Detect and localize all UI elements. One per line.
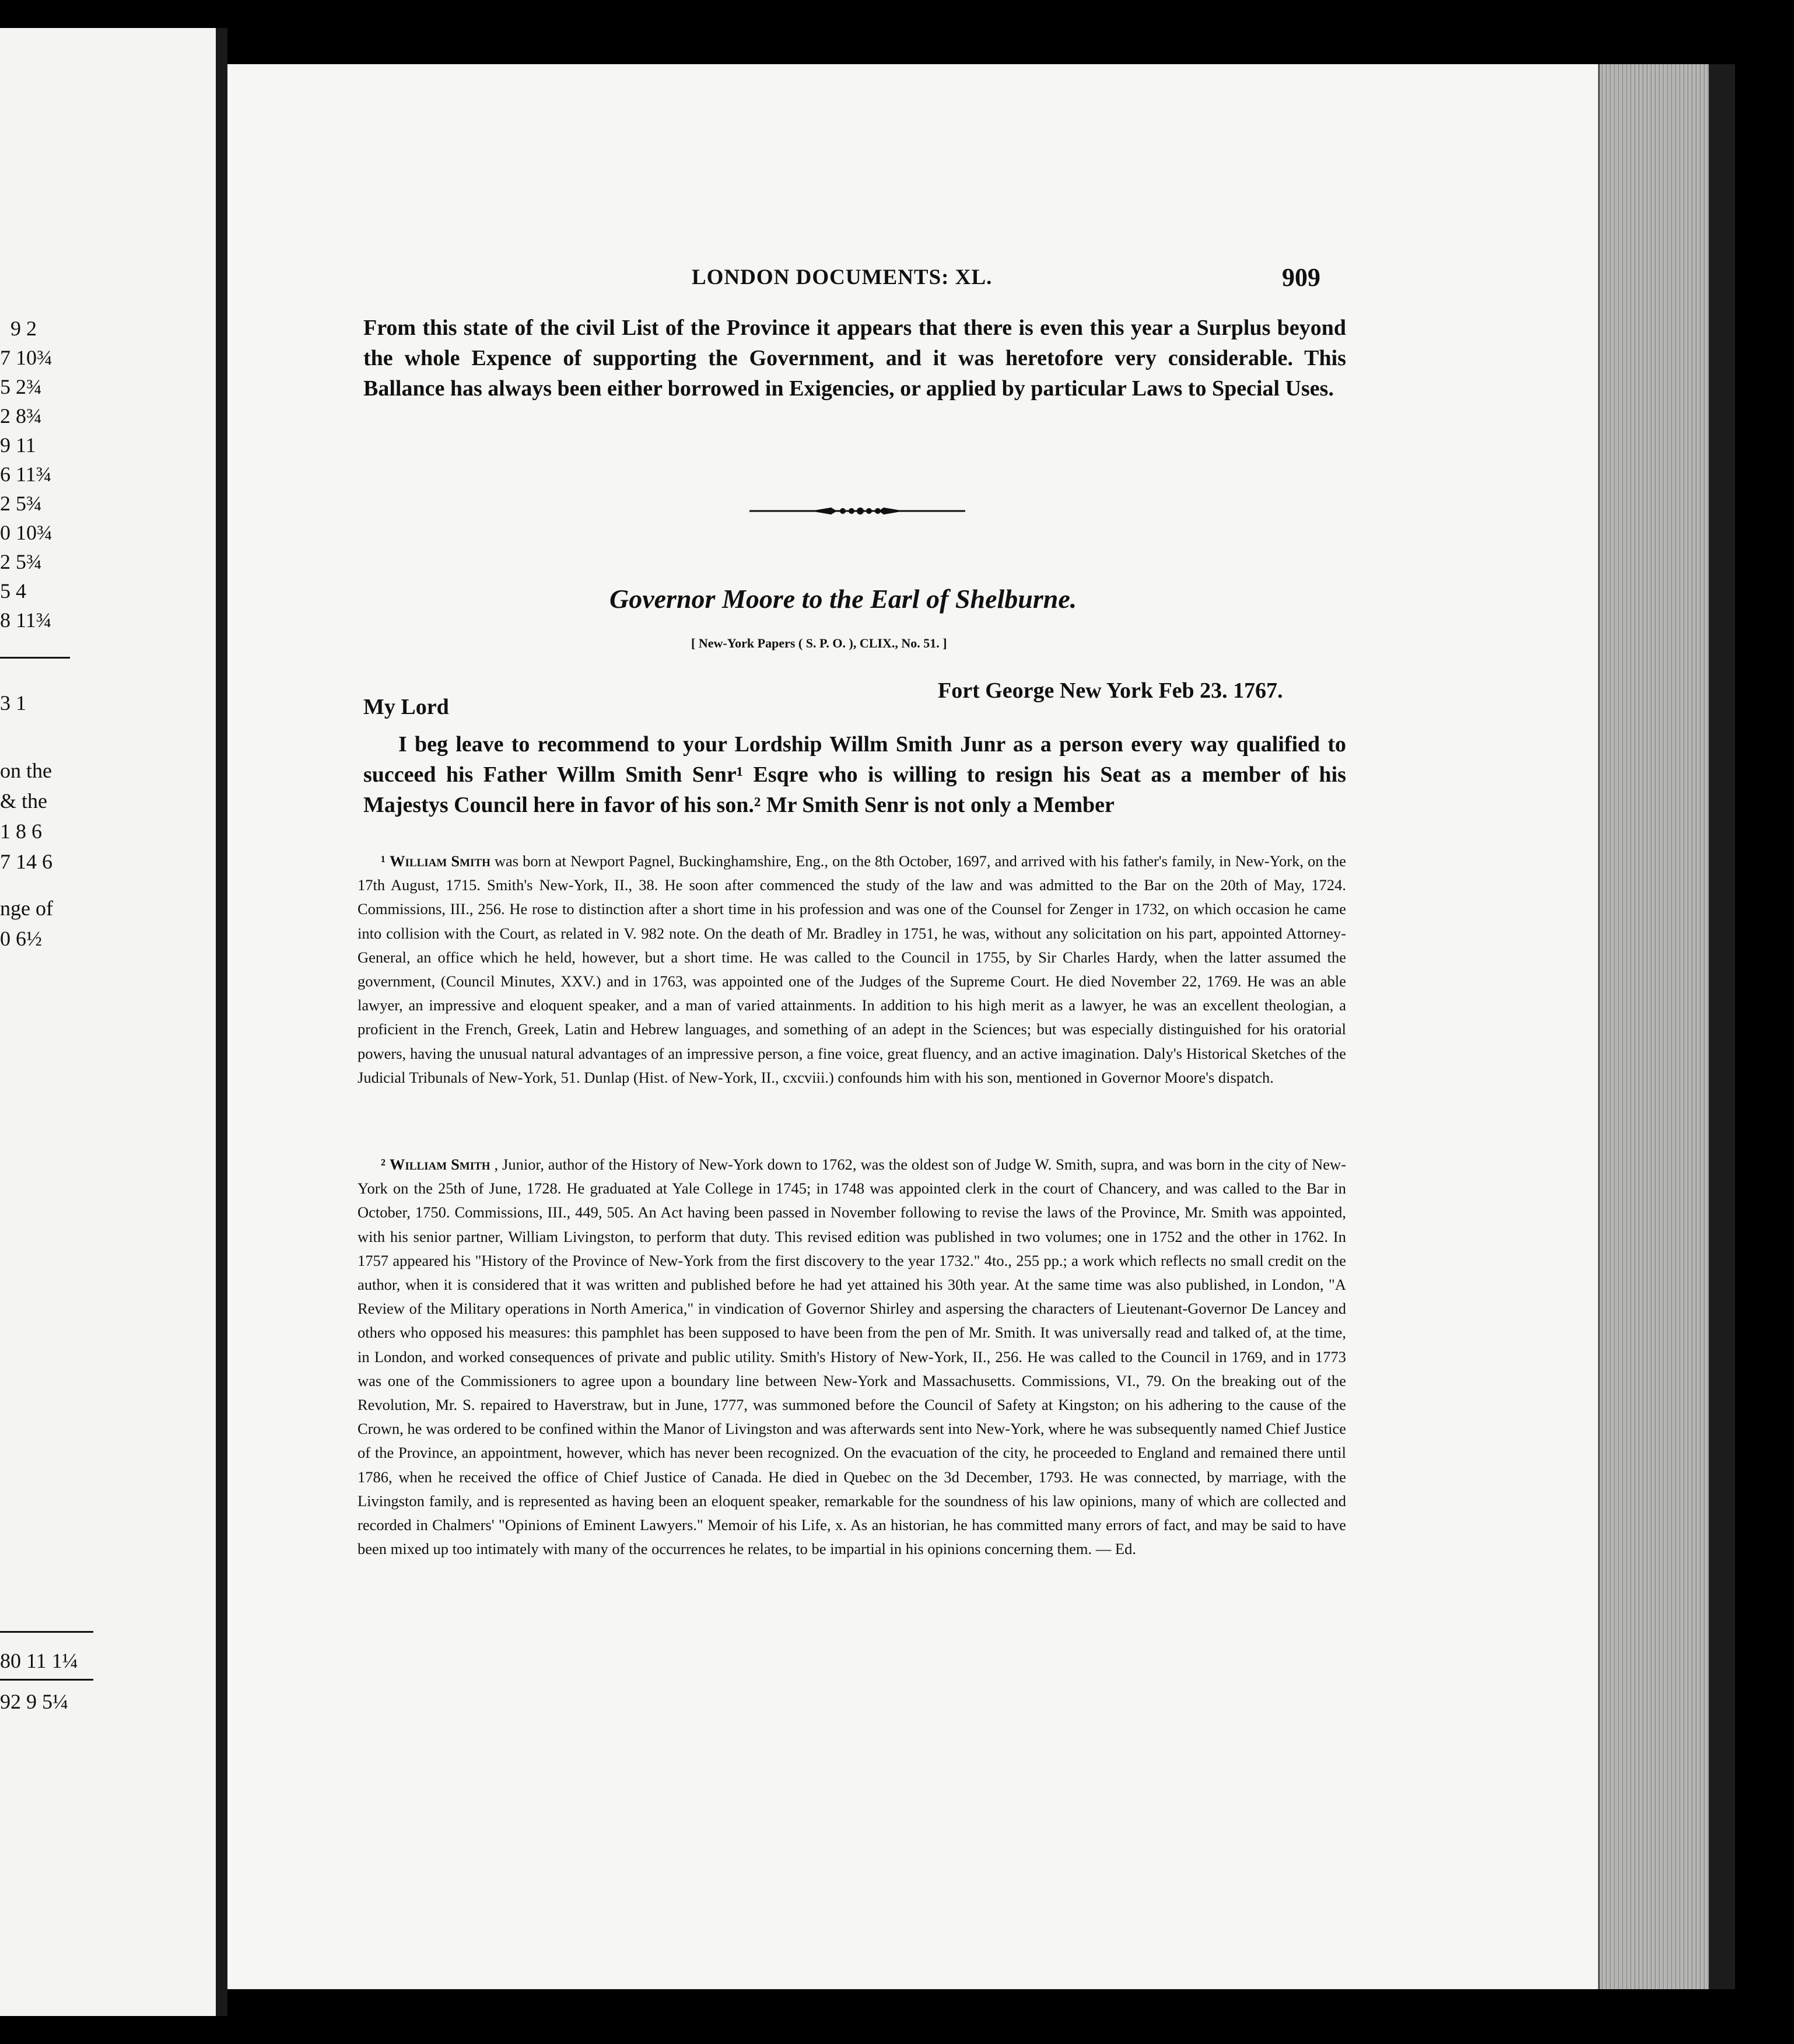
left-page-line: 2 8¾ (0, 404, 42, 428)
letter-place-date: Fort George New York Feb 23. 1767. (938, 678, 1283, 703)
section-divider-ornament (749, 504, 965, 518)
left-page-total-rule (0, 657, 70, 659)
footnote-2 (358, 1153, 1346, 1561)
footnote-1-name: William Smith (390, 852, 490, 870)
left-page-line: 9 2 (10, 317, 37, 340)
left-page-line: 3 1 (0, 691, 26, 715)
footnote-1-mark: ¹ (381, 852, 386, 870)
left-page-line: 5 4 (0, 579, 26, 603)
running-title: LONDON DOCUMENTS: XL. (692, 265, 993, 289)
letter-title: Governor Moore to the Earl of Shelburne. (609, 584, 1077, 614)
book-cover-edge (1709, 64, 1735, 1989)
left-page-sum-rule (0, 1631, 93, 1633)
footnote-2-text: , Junior, author of the History of New-York down to 1762, was the oldest son of Judge W. Smith, supra, and was born in the city of New-York on the 25th of June, 1728. He graduated at Yale College in 1745; in 1748 was appointed clerk in the court of Chancery, and was called to the Bar in October, 1750. Commissions, III., 449, 505. An Act having been passed in November following to revise the laws of the Province, Mr. Smith was appointed, with his senior partner, William Livingston, to perform that duty. This revised edition was published in two volumes; one in 1752 and the other in 1762. In 1757 appeared his "History of the Province of New-York from the first discovery to the year 1732." 4to., 255 pp.; a work which reflects no small credit on the author, when it is considered that it was written and published before he had yet attained his 30th year. At the same time was also published, in London, "A Review of the Military operations in North America," in vindication of Governor Shirley and aspersing the characters of Lieutenant-Governor De Lancey and others who opposed his measures: this pamphlet has been supposed to have been from the pen of Mr. Smith. It was universally read and talked of, at the time, in London, and worked consequences of private and public utility. Smith's History of New-York, II., 256. He was called to the Council in 1769, and in 1773 was one of the Commissioners to agree upon a boundary line between New-York and Massachusetts. Commissions, VI., 79. On the breaking out of the Revolution, Mr. S. repaired to Haverstraw, but in June, 1777, was summoned before the Council of Safety at Kingston; on his adhering to the cause of the Crown, he was ordered to be confined within the Manor of Livingston and was afterwards sent into New-York, where he was subsequently named Chief Justice of the Province, an appointment, however, which has never been recognized. On the evacuation of the city, he proceeded to England and remained there until 1786, when he received the office of Chief Justice of Canada. He died in Quebec on the 3d December, 1793. He was connected, by marriage, with the Livingston family, and is represented as having been an eloquent speaker, remarkable for the soundness of his law opinions, many of which are collected and recorded in Chalmers' "Opinions of Eminent Lawyers." Memoir of his Life, x. As an historian, he has committed many errors of fact, and may be said to have been mixed up too intimately with many of the occurrences he relates, to be impartial in his opinions concerning them. — Ed. (358, 1156, 1347, 1558)
footnote-1 (358, 849, 1346, 1090)
book-gutter (216, 28, 227, 2016)
left-facing-page (0, 28, 216, 2016)
page-edges (1598, 64, 1711, 1989)
left-page-line: 2 5¾ (0, 492, 42, 515)
left-page-line: on the (0, 759, 52, 782)
left-page-line: 2 5¾ (0, 550, 42, 573)
left-page-line: 92 9 5¼ (0, 1690, 68, 1713)
page-number: 909 (1282, 263, 1320, 292)
letter-body: I beg leave to recommend to your Lordship Willm Smith Junr as a person every way qualified to succeed his Father Willm Smith Senr¹ Esqre who is willing to resign his Seat as a member of his Majestys Council here in favor of his son.² Mr Smith Senr is not only a Member (363, 732, 1346, 817)
left-page-line: 80 11 1¼ (0, 1649, 78, 1672)
intro-paragraph: From this state of the civil List of the Province it appears that there is even this year a Surplus beyond the whole Expence of supporting the Government, and it was heretofore very considerable. This Ballance has always been either borrowed in Exigencies, or applied by particular Laws to Special Uses. (363, 316, 1346, 401)
footnote-1-text: was born at Newport Pagnel, Buckinghamshire, Eng., on the 8th October, 1697, and arrived with his father's family, in New-York, on the 17th August, 1715. Smith's New-York, II., 38. He soon after commenced the study of the law and was admitted to the Bar on the 20th of May, 1724. Commissions, III., 256. He rose to distinction after a short time in his profession and was one of the Counsel for Zenger in 1732, on which occasion he came into collision with the Court, as related in V. 982 note. On the death of Mr. Bradley in 1751, he was, without any solicitation on his part, appointed Attorney-General, an office which he held, however, but a short time. He was called to the Council in 1755, by Sir Charles Hardy, when the latter assumed the government, (Council Minutes, XXV.) and in 1763, was appointed one of the Judges of the Supreme Court. He died November 22, 1769. He was an able lawyer, an impressive and eloquent speaker, and a man of varied attainments. In addition to his high merit as a lawyer, he was an excellent theologian, a proficient in the French, Greek, Latin and Hebrew languages, and something of an adept in the Sciences; but was especially distinguished for his oratorial powers, having the unusual natural advantages of an impressive person, a fine voice, great fluency, and an active imagination. Daly's Historical Sketches of the Judicial Tribunals of New-York, 51. Dunlap (Hist. of New-York, II., cxcviii.) confounds him with his son, mentioned in Governor Moore's dispatch. (358, 852, 1347, 1086)
book-page (227, 64, 1598, 1989)
left-page-line: 7 10¾ (0, 346, 52, 369)
left-page-line: 9 11 (0, 433, 36, 457)
left-page-line: 0 10¾ (0, 521, 52, 544)
left-page-line: nge of (0, 897, 53, 920)
left-page-line: 0 6½ (0, 927, 42, 950)
footnote-2-name: William Smith (389, 1156, 490, 1173)
left-page-line: 5 2¾ (0, 375, 42, 398)
left-page-line: & the (0, 789, 47, 813)
letter-salutation: My Lord (363, 695, 449, 719)
left-page-line: 6 11¾ (0, 463, 52, 486)
left-page-line: 1 8 6 (0, 820, 42, 843)
left-page-line: 7 14 6 (0, 850, 52, 873)
letter-source-citation: [ New-York Papers ( S. P. O. ), CLIX., No. 51. ] (691, 636, 947, 650)
left-page-line: 8 11¾ (0, 608, 52, 632)
left-page-sum-rule (0, 1679, 93, 1681)
footnote-2-mark: ² (381, 1156, 386, 1173)
